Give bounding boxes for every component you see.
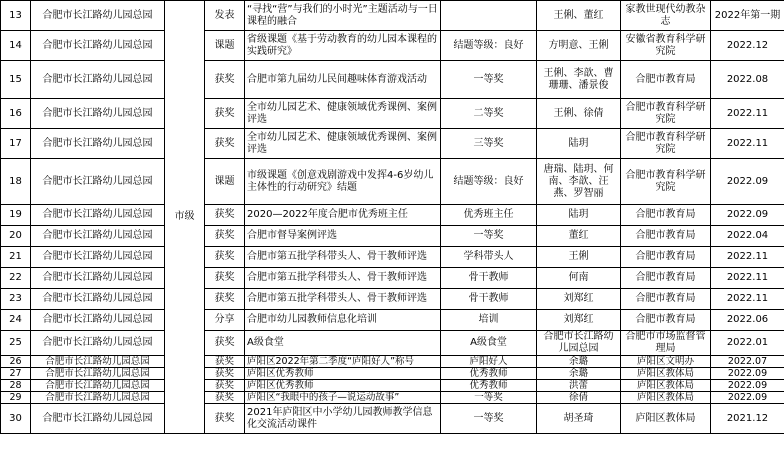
type-cell: 获奖 xyxy=(205,129,245,159)
date-cell: 2022.08 xyxy=(711,61,784,99)
project-cell: 全市幼儿园艺术、健康领域优秀课例、案例评选 xyxy=(245,99,441,129)
unit-cell: 合肥市长江路幼儿园总园 xyxy=(31,129,165,159)
row-number: 19 xyxy=(1,205,31,226)
unit-cell: 合肥市长江路幼儿园总园 xyxy=(31,392,165,404)
award-level-cell: 优秀教师 xyxy=(441,380,537,392)
issuer-cell: 庐阳区教体局 xyxy=(621,368,711,380)
type-cell: 获奖 xyxy=(205,380,245,392)
row-number: 18 xyxy=(1,159,31,205)
award-level-cell: 结题等级：良好 xyxy=(441,159,537,205)
row-number: 27 xyxy=(1,368,31,380)
table-row xyxy=(1,368,784,380)
award-level-cell: 学科带头人 xyxy=(441,247,537,268)
issuer-cell: 合肥市教育局 xyxy=(621,61,711,99)
unit-cell: 合肥市长江路幼儿园总园 xyxy=(31,289,165,310)
project-cell: 合肥市第九届幼儿民间趣味体育游戏活动 xyxy=(245,61,441,99)
award-level-cell: 骨干教师 xyxy=(441,289,537,310)
award-level-cell: 庐阳好人 xyxy=(441,356,537,368)
issuer-cell: 合肥市教育科学研究院 xyxy=(621,159,711,205)
date-cell: 2021.12 xyxy=(711,404,784,434)
unit-cell: 合肥市长江路幼儿园总园 xyxy=(31,61,165,99)
project-cell: 合肥市第五批学科带头人、骨干教师评选 xyxy=(245,289,441,310)
issuer-cell: 合肥市教育局 xyxy=(621,226,711,247)
table-row xyxy=(1,268,784,289)
people-cell: 陆玥 xyxy=(537,129,621,159)
people-cell: 王俐、董红 xyxy=(537,1,621,31)
people-cell: 徐倩 xyxy=(537,392,621,404)
row-number: 29 xyxy=(1,392,31,404)
unit-cell: 合肥市长江路幼儿园总园 xyxy=(31,226,165,247)
award-level-cell: 优秀班主任 xyxy=(441,205,537,226)
project-cell: 2020—2022年度合肥市优秀班主任 xyxy=(245,205,441,226)
table-row xyxy=(1,129,784,159)
project-cell: “寻找“营”与我们的小时光”主题活动与一日课程的融合 xyxy=(245,1,441,31)
award-level-cell: A级食堂 xyxy=(441,331,537,356)
people-cell: 何南 xyxy=(537,268,621,289)
date-cell: 2022.11 xyxy=(711,268,784,289)
table-row xyxy=(1,226,784,247)
row-number: 21 xyxy=(1,247,31,268)
date-cell: 2022.09 xyxy=(711,159,784,205)
issuer-cell: 庐阳区教体局 xyxy=(621,392,711,404)
unit-cell: 合肥市长江路幼儿园总园 xyxy=(31,247,165,268)
date-cell: 2022.09 xyxy=(711,380,784,392)
project-cell: 2021年庐阳区中小学幼儿园教师教学信息化交流活动课件 xyxy=(245,404,441,434)
type-cell: 获奖 xyxy=(205,99,245,129)
people-cell: 合肥市长江路幼儿园总园 xyxy=(537,331,621,356)
row-number: 23 xyxy=(1,289,31,310)
project-cell: 省级课题《基于劳动教育的幼儿园本课程的实践研究》 xyxy=(245,31,441,61)
people-cell: 刘郑红 xyxy=(537,310,621,331)
table-row xyxy=(1,331,784,356)
unit-cell: 合肥市长江路幼儿园总园 xyxy=(31,404,165,434)
type-cell: 获奖 xyxy=(205,392,245,404)
award-level-cell: 优秀教师 xyxy=(441,368,537,380)
project-cell: 庐阳区优秀教师 xyxy=(245,368,441,380)
project-cell: 庐阳区2022年第二季度“庐阳好人”称号 xyxy=(245,356,441,368)
type-cell: 获奖 xyxy=(205,404,245,434)
issuer-cell: 庐阳区文明办 xyxy=(621,356,711,368)
date-cell: 2022.09 xyxy=(711,205,784,226)
people-cell: 刘郑红 xyxy=(537,289,621,310)
type-cell: 获奖 xyxy=(205,289,245,310)
project-cell: 全市幼儿园艺术、健康领域优秀课例、案例评选 xyxy=(245,129,441,159)
row-number: 13 xyxy=(1,1,31,31)
date-cell: 2022.11 xyxy=(711,99,784,129)
date-cell: 2022.09 xyxy=(711,368,784,380)
award-level-cell: 一等奖 xyxy=(441,404,537,434)
row-number: 25 xyxy=(1,331,31,356)
project-cell: 合肥市第五批学科带头人、骨干教师评选 xyxy=(245,268,441,289)
issuer-cell: 安徽省教育科学研究院 xyxy=(621,31,711,61)
table-row xyxy=(1,392,784,404)
award-level-cell: 骨干教师 xyxy=(441,268,537,289)
award-level-cell: 一等奖 xyxy=(441,61,537,99)
award-level-cell: 一等奖 xyxy=(441,392,537,404)
unit-cell: 合肥市长江路幼儿园总园 xyxy=(31,268,165,289)
row-number: 17 xyxy=(1,129,31,159)
issuer-cell: 庐阳区教体局 xyxy=(621,380,711,392)
project-cell: 合肥市幼儿园教师信息化培训 xyxy=(245,310,441,331)
row-number: 24 xyxy=(1,310,31,331)
unit-cell: 合肥市长江路幼儿园总园 xyxy=(31,99,165,129)
date-cell: 2022.12 xyxy=(711,31,784,61)
unit-cell: 合肥市长江路幼儿园总园 xyxy=(31,331,165,356)
type-cell: 课题 xyxy=(205,31,245,61)
project-cell: 庐阳区优秀教师 xyxy=(245,380,441,392)
date-cell: 2022.04 xyxy=(711,226,784,247)
people-cell: 王俐、徐倩 xyxy=(537,99,621,129)
type-cell: 获奖 xyxy=(205,368,245,380)
date-cell: 2022.11 xyxy=(711,247,784,268)
award-level-cell xyxy=(441,1,537,31)
people-cell: 王俐 xyxy=(537,247,621,268)
type-cell: 获奖 xyxy=(205,268,245,289)
unit-cell: 合肥市长江路幼儿园总园 xyxy=(31,159,165,205)
unit-cell: 合肥市长江路幼儿园总园 xyxy=(31,310,165,331)
issuer-cell: 家教世现代幼教杂志 xyxy=(621,1,711,31)
table-row xyxy=(1,404,784,434)
row-number: 16 xyxy=(1,99,31,129)
type-cell: 获奖 xyxy=(205,247,245,268)
row-number: 28 xyxy=(1,380,31,392)
table-row xyxy=(1,205,784,226)
project-cell: 合肥市第五批学科带头人、骨干教师评选 xyxy=(245,247,441,268)
row-number: 22 xyxy=(1,268,31,289)
issuer-cell: 合肥市教育局 xyxy=(621,289,711,310)
issuer-cell: 合肥市教育局 xyxy=(621,205,711,226)
people-cell: 王俐、李歆、曹珊珊、潘景俊 xyxy=(537,61,621,99)
table-row xyxy=(1,99,784,129)
people-cell: 余璐 xyxy=(537,368,621,380)
table-row xyxy=(1,159,784,205)
type-cell: 获奖 xyxy=(205,356,245,368)
project-cell: 合肥市督导案例评选 xyxy=(245,226,441,247)
type-cell: 分享 xyxy=(205,310,245,331)
row-number: 15 xyxy=(1,61,31,99)
award-level-cell: 培训 xyxy=(441,310,537,331)
issuer-cell: 合肥市教育局 xyxy=(621,268,711,289)
unit-cell: 合肥市长江路幼儿园总园 xyxy=(31,205,165,226)
table-row xyxy=(1,380,784,392)
project-cell: A级食堂 xyxy=(245,331,441,356)
date-cell: 2022年第一期 xyxy=(711,1,784,31)
type-cell: 获奖 xyxy=(205,331,245,356)
people-cell: 董红 xyxy=(537,226,621,247)
type-cell: 获奖 xyxy=(205,61,245,99)
people-cell: 余璐 xyxy=(537,356,621,368)
row-number: 30 xyxy=(1,404,31,434)
date-cell: 2022.09 xyxy=(711,392,784,404)
row-number: 26 xyxy=(1,356,31,368)
award-level-cell: 结题等级：良好 xyxy=(441,31,537,61)
table-row xyxy=(1,247,784,268)
table-row xyxy=(1,1,784,31)
people-cell: 陆玥 xyxy=(537,205,621,226)
people-cell: 洪蕾 xyxy=(537,380,621,392)
row-number: 20 xyxy=(1,226,31,247)
table-row xyxy=(1,289,784,310)
issuer-cell: 合肥市教育科学研究院 xyxy=(621,99,711,129)
unit-cell: 合肥市长江路幼儿园总园 xyxy=(31,31,165,61)
date-cell: 2022.11 xyxy=(711,289,784,310)
table-row xyxy=(1,356,784,368)
date-cell: 2022.01 xyxy=(711,331,784,356)
table-row xyxy=(1,31,784,61)
people-cell: 胡圣琦 xyxy=(537,404,621,434)
unit-cell: 合肥市长江路幼儿园总园 xyxy=(31,380,165,392)
issuer-cell: 合肥市教育科学研究院 xyxy=(621,129,711,159)
table-row xyxy=(1,310,784,331)
unit-cell: 合肥市长江路幼儿园总园 xyxy=(31,368,165,380)
unit-cell: 合肥市长江路幼儿园总园 xyxy=(31,1,165,31)
row-number: 14 xyxy=(1,31,31,61)
people-cell: 方明意、王俐 xyxy=(537,31,621,61)
type-cell: 课题 xyxy=(205,159,245,205)
award-level-cell: 二等奖 xyxy=(441,99,537,129)
type-cell: 获奖 xyxy=(205,226,245,247)
unit-cell: 合肥市长江路幼儿园总园 xyxy=(31,356,165,368)
project-cell: 市级课题《创意戏剧游戏中发挥4-6岁幼儿主体性的行动研究》结题 xyxy=(245,159,441,205)
issuer-cell: 合肥市教育局 xyxy=(621,310,711,331)
date-cell: 2022.07 xyxy=(711,356,784,368)
award-level-cell: 一等奖 xyxy=(441,226,537,247)
level-label-cell: 市级 xyxy=(165,1,205,434)
issuer-cell: 合肥市教育局 xyxy=(621,247,711,268)
project-cell: 庐阳区“我眼中的孩子—说运动故事” xyxy=(245,392,441,404)
people-cell: 唐瑞、陆玥、何南、李歆、汪燕、罗智丽 xyxy=(537,159,621,205)
type-cell: 获奖 xyxy=(205,205,245,226)
table-row xyxy=(1,61,784,99)
type-cell: 发表 xyxy=(205,1,245,31)
issuer-cell: 合肥市市场监督管理局 xyxy=(621,331,711,356)
date-cell: 2022.11 xyxy=(711,129,784,159)
issuer-cell: 庐阳区教体局 xyxy=(621,404,711,434)
date-cell: 2022.06 xyxy=(711,310,784,331)
award-level-cell: 三等奖 xyxy=(441,129,537,159)
